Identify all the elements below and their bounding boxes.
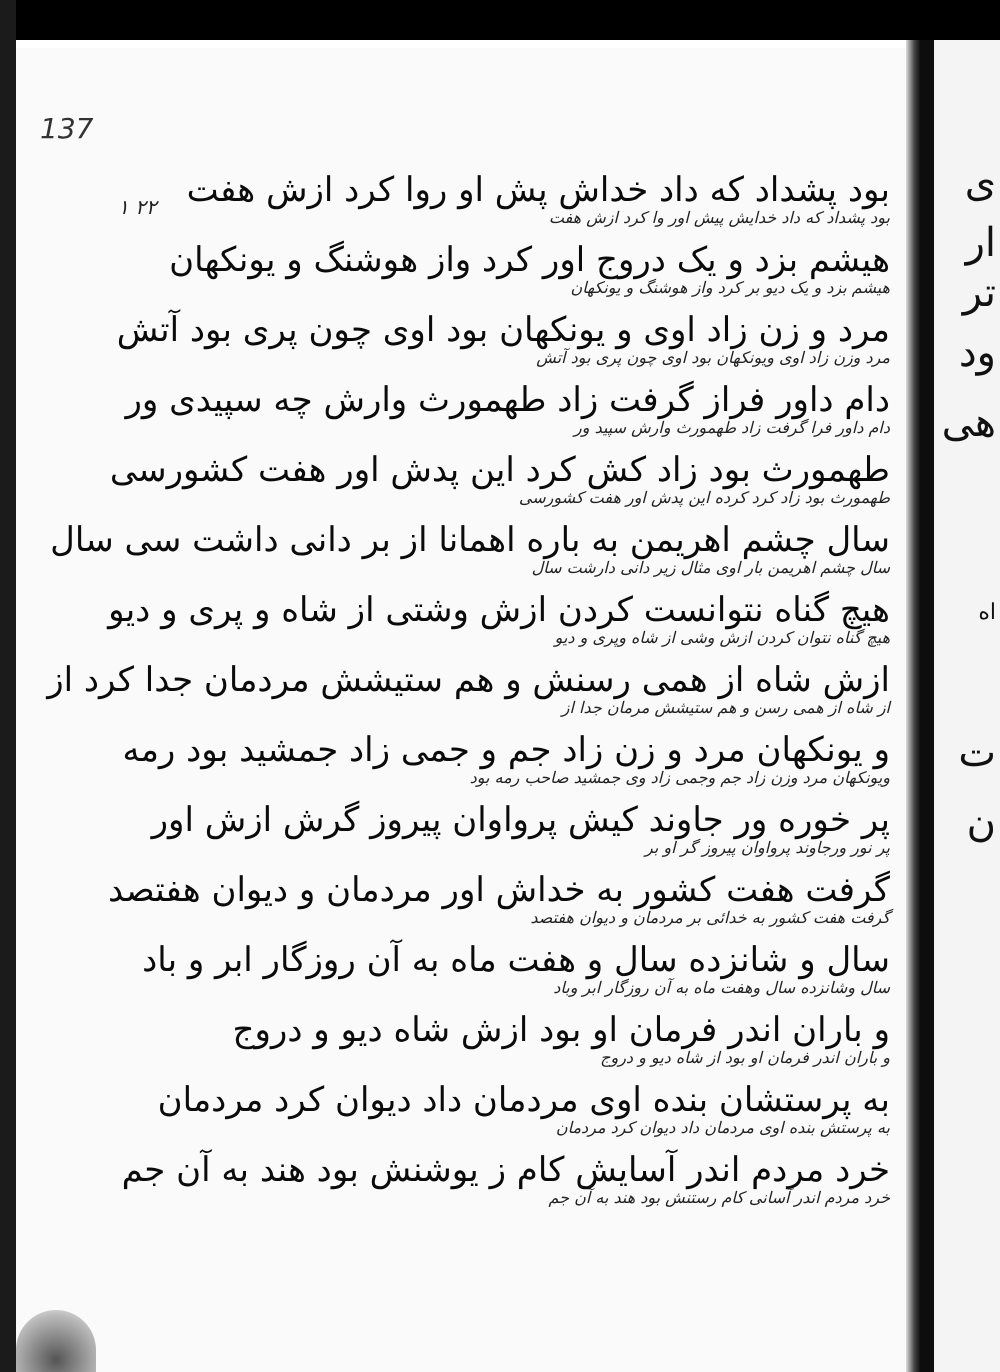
facing-page-text: تر: [962, 270, 996, 316]
interlinear-gloss: گرفت هفت کشور به خدائی بر مردمان و دیوان هفتصد: [530, 908, 890, 927]
scan-top-edge: [0, 0, 1000, 48]
interlinear-gloss: مرد وزن زاد اوی ویونکهان بود اوی چون پری بود آتش: [536, 348, 890, 367]
interlinear-gloss: بود پشداد که داد خدایش پیش اور وا کرد ازش هفت: [548, 208, 890, 227]
interlinear-gloss: دام داور فرا گرفت زاد طهمورث وارش سپید ور: [574, 418, 890, 437]
manuscript-line: پر خوره ور جاوند کیش پرواوان پیروز گرش ازش اور: [151, 800, 890, 840]
facing-page-text: ن: [966, 800, 996, 846]
manuscript-line: و یونکهان مرد و زن زاد جم و جمی زاد جمشید بود رمه: [122, 730, 890, 770]
manuscript-line: سال و شانزده سال و هفت ماه به آن روزگار ابر و باد: [142, 940, 890, 980]
manuscript-line: طهمورث بود زاد کش کرد این پدش اور هفت کشورسی: [109, 450, 890, 490]
facing-page-text: ار: [965, 220, 996, 266]
interlinear-gloss: طهمورث بود زاد کرد کرده این پدش اور هفت کشورسی: [518, 488, 890, 507]
interlinear-gloss: خرد مردم اندر آسانی کام رستنش بود هند به آن جم: [548, 1188, 890, 1207]
facing-page-text: ی: [964, 160, 996, 206]
interlinear-gloss: سال وشانزده سال وهفت ماه به آن روزگار ابر وباد: [553, 978, 890, 997]
manuscript-line: گرفت هفت کشور به خداش اور مردمان و دیوان هفتصد: [107, 870, 890, 910]
manuscript-line: دام داور فراز گرفت زاد طهمورث وارش چه سپیدی ور: [125, 380, 890, 420]
manuscript-line: هیچ گناه نتوانست کردن ازش وشتی از شاه و پری و دیو: [108, 590, 890, 630]
interlinear-gloss: پر نور ورجاوند پرواوان پیروز گر او بر: [645, 838, 890, 857]
manuscript-line: مرد و زن زاد اوی و یونکهان بود اوی چون پری بود آتش: [116, 310, 890, 350]
manuscript-line: و باران اندر فرمان او بود ازش شاه دیو و دروج: [232, 1010, 890, 1050]
facing-page-text: اه: [978, 600, 996, 625]
manuscript-line: به پرستشان بنده اوی مردمان داد دیوان کرد مردمان: [157, 1080, 890, 1120]
page-fold-shadow: [906, 40, 920, 1372]
interlinear-gloss: هیچ گناه نتوان کردن ازش وشی از شاه وپری و دیو: [554, 628, 890, 647]
interlinear-gloss: به پرستش بنده اوی مردمان داد دیوان کرد مردمان: [555, 1118, 890, 1137]
manuscript-line: بود پشداد که داد خداش پش او روا کرد ازش هفت: [186, 170, 890, 210]
interlinear-gloss: و باران اندر فرمان او بود از شاه دیو و دروج: [600, 1048, 890, 1067]
manuscript-line: ازش شاه از همی رسنش و هم ستیشش مردمان جدا کرد از: [47, 660, 890, 700]
interlinear-gloss: از شاه از همی رسن و هم ستیشش مرمان جدا از: [561, 698, 890, 717]
facing-page-text: هی: [941, 400, 996, 446]
manuscript-line: خرد مردم اندر آسایش کام ز یوشنش بود هند به آن جم: [121, 1150, 890, 1190]
folio-number: 137: [40, 112, 94, 145]
manuscript-line: هیشم بزد و یک دروج اور کرد واز هوشنگ و یونکهان: [169, 240, 890, 280]
facing-page-text: ت: [958, 730, 996, 776]
interlinear-gloss: ویونکهان مرد وزن زاد جم وجمی زاد وی جمشید صاحب رمه بود: [469, 768, 890, 787]
interlinear-gloss: سال چشم اهریمن بار اوی مثال زیر دانی دارشت سال: [531, 558, 890, 577]
facing-page-fragment: [934, 40, 1000, 1372]
margin-annotation: ۱ ۲۲: [118, 195, 157, 219]
facing-page-text: ود: [958, 330, 996, 376]
book-gutter: [920, 40, 934, 1372]
scan-left-edge: [0, 0, 16, 1372]
manuscript-line: سال چشم اهریمن به باره اهمانا از بر دانی داشت سی سال: [50, 520, 890, 560]
interlinear-gloss: هیشم بزد و یک دیو بر کرد واز هوشنگ و یونکهان: [570, 278, 890, 297]
